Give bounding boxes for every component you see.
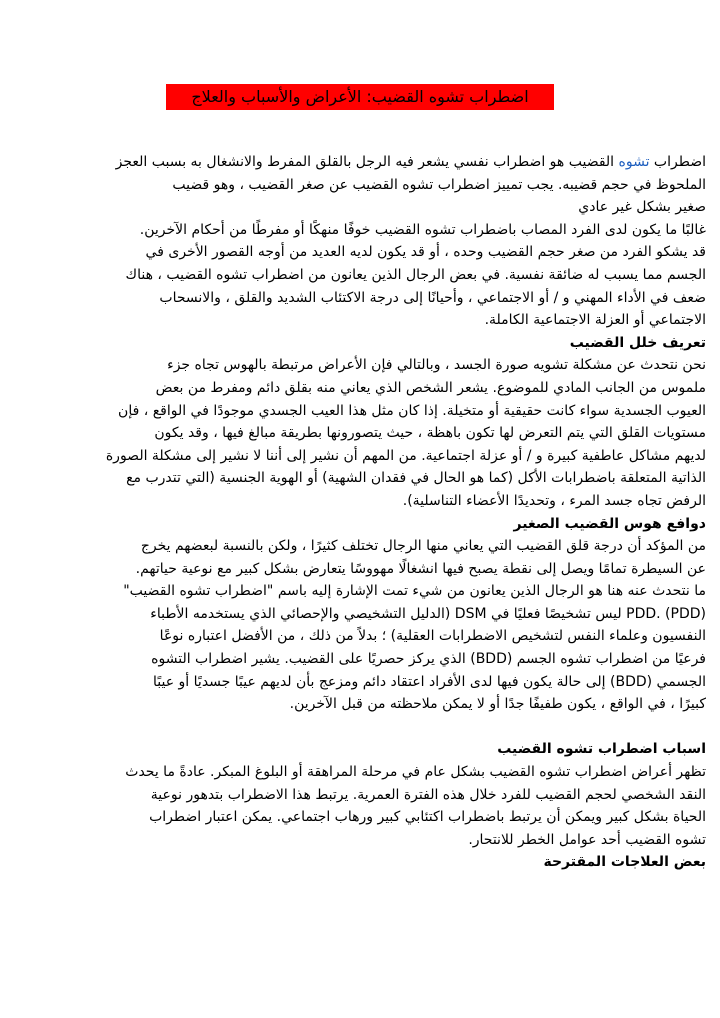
paragraph-5-line-4: تشوه القضيب أحد عوامل الخطر للانتحار. [468, 831, 706, 848]
paragraph-3-line-7: الرفض تجاه جسد المرء ، وتحديدًا الأعضاء التناسلية). [402, 492, 706, 509]
paragraph-5-line-3: الحياة بشكل كبير ويمكن أن يرتبط باضطراب اكتئابي كبير ورهاب اجتماعي. يمكن اعتبار اضطراب [149, 809, 706, 826]
paragraph-4-line-6: فرعيًا من اضطراب تشوه الجسم (BDD) الذي يركز حصريًا على القضيب. يشير اضطراب التشوه [151, 651, 706, 668]
paragraph-1-line-2: الملحوظ في حجم قضيبه. يجب تمييز اضطراب تشوه القضيب عن صغر القضيب ، وهو قضيب [172, 176, 706, 193]
paragraph-4-line-7: الجسمي (BDD) إلى حالة يكون فيها لدى الأفراد اعتقاد دائم ومزعج بأن لديهم عيبًا جسديًا أو عيبًا [153, 673, 706, 690]
paragraph-3-line-3: العيوب الجسدية سواء كانت حقيقية أو متخيلة. إذا كان مثل هذا العيب الجسدي موجودًا في الواقع ، فإن [118, 402, 706, 419]
paragraph-3-line-4: مستويات القلق التي يتم التعرض لها تكون باهظة ، حيث يتصورونها بطريقة مبالغ فيها ، وقد يكون [154, 425, 706, 442]
text-run: اضطراب [649, 154, 706, 170]
paragraph-4-line-3: ما نتحدث عنه هنا هو الرجال الذين يعانون من شيء تمت الإشارة إليه باسم "اضطراب تشوه القضيب" [123, 583, 706, 600]
paragraph-3-line-5: لديهم مشاكل عاطفية كبيرة و / أو عزلة اجتماعية. من المهم أن نشير إلى أننا لا نشير إلى مشكلة الصورة [105, 447, 706, 464]
section-heading-motives: دوافع هوس القضيب الصغير [513, 515, 706, 532]
paragraph-1-line-3: صغير بشكل غير عادي [578, 199, 706, 216]
paragraph-3-line-6: الذاتية المتعلقة باضطرابات الأكل (كما هو الحال في فقدان الشهية) أو الهوية الجنسية (التي تتدرب مع [126, 470, 706, 487]
section-heading-definition: تعريف خلل القضيب [569, 334, 706, 351]
paragraph-2-line-5: الاجتماعي أو العزلة الاجتماعية الكاملة. [484, 312, 706, 329]
title-wrap [0, 84, 720, 110]
paragraph-5-line-1: تظهر أعراض اضطراب تشوه القضيب بشكل عام في مرحلة المراهقة أو البلوغ المبكر. عادةً ما يحدث [125, 764, 706, 781]
document-title: اضطراب تشوه القضيب: الأعراض والأسباب والعلاج [166, 84, 554, 110]
paragraph-2-line-3: الجسم مما يسبب له ضائقة نفسية. في بعض الرجال الذين يعانون من اضطراب تشوه القضيب ، هناك [125, 266, 706, 283]
blank-line [98, 716, 706, 739]
paragraph-4-line-1: من المؤكد أن درجة قلق القضيب التي يعاني منها الرجال تختلف كثيرًا ، ولكن بالنسبة لبعضهم يخرج [140, 538, 706, 555]
paragraph-2-line-4: ضعف في الأداء المهني و / أو الاجتماعي ، وأحيانًا إلى درجة الاكتئاب الشديد والقلق ، والانسحاب [159, 289, 706, 306]
paragraph-4-line-8: كبيرًا ، في الواقع ، يكون طفيفًا جدًا أو لا يمكن ملاحظته من قبل الآخرين. [289, 696, 706, 713]
section-heading-treatments: بعض العلاجات المقترحة [543, 854, 706, 871]
paragraph-4-line-2: عن السيطرة تمامًا ويصل إلى نقطة يصبح فيها انشغالًا مهووسًا يتعارض بشكل كبير مع نوعية حياتهم. [135, 560, 706, 577]
document-body [98, 151, 706, 874]
paragraph-4-line-4: (PDD) .PDD ليس تشخيصًا فعليًا في DSM (الدليل التشخيصي والإحصائي الذي يستخدمه الأطباء [150, 605, 706, 622]
paragraph-2-line-2: قد يشكو الفرد من صغر حجم القضيب وحده ، أو قد يكون لديه العديد من أوجه القصور الأخرى في [145, 244, 706, 261]
link-tashawoh[interactable]: تشوه [618, 154, 650, 170]
paragraph-2-line-1: غالبًا ما يكون لدى الفرد المصاب باضطراب تشوه القضيب خوفًا منهكًا أو مفرطًا من أحكام الآخرين. [139, 221, 706, 238]
text-run: القضيب هو اضطراب نفسي يشعر فيه الرجل بالقلق المفرط والانشغال به بسبب العجز [115, 154, 619, 170]
paragraph-3-line-2: ملموس من الجانب المادي للموضوع. يشعر الشخص الذي يعاني منه بقلق دائم ومفرط من بعض [155, 379, 706, 396]
section-heading-causes: اسباب اضطراب تشوه القضيب [497, 741, 706, 758]
paragraph-1-line-1 [98, 151, 706, 174]
paragraph-5-line-2: النقد الشخصي لحجم القضيب للفرد خلال هذه الفترة العمرية. يرتبط هذا الاضطراب بتدهور نوعية [150, 786, 706, 803]
paragraph-3-line-1: نحن نتحدث عن مشكلة تشويه صورة الجسد ، وبالتالي فإن الأعراض مرتبطة بالهوس تجاه جزء [167, 357, 706, 374]
paragraph-4-line-5: النفسيون وعلماء النفس لتشخيص الاضطرابات العقلية) ؛ بدلاً من ذلك ، من الأفضل اعتباره نوعًا [159, 628, 706, 645]
